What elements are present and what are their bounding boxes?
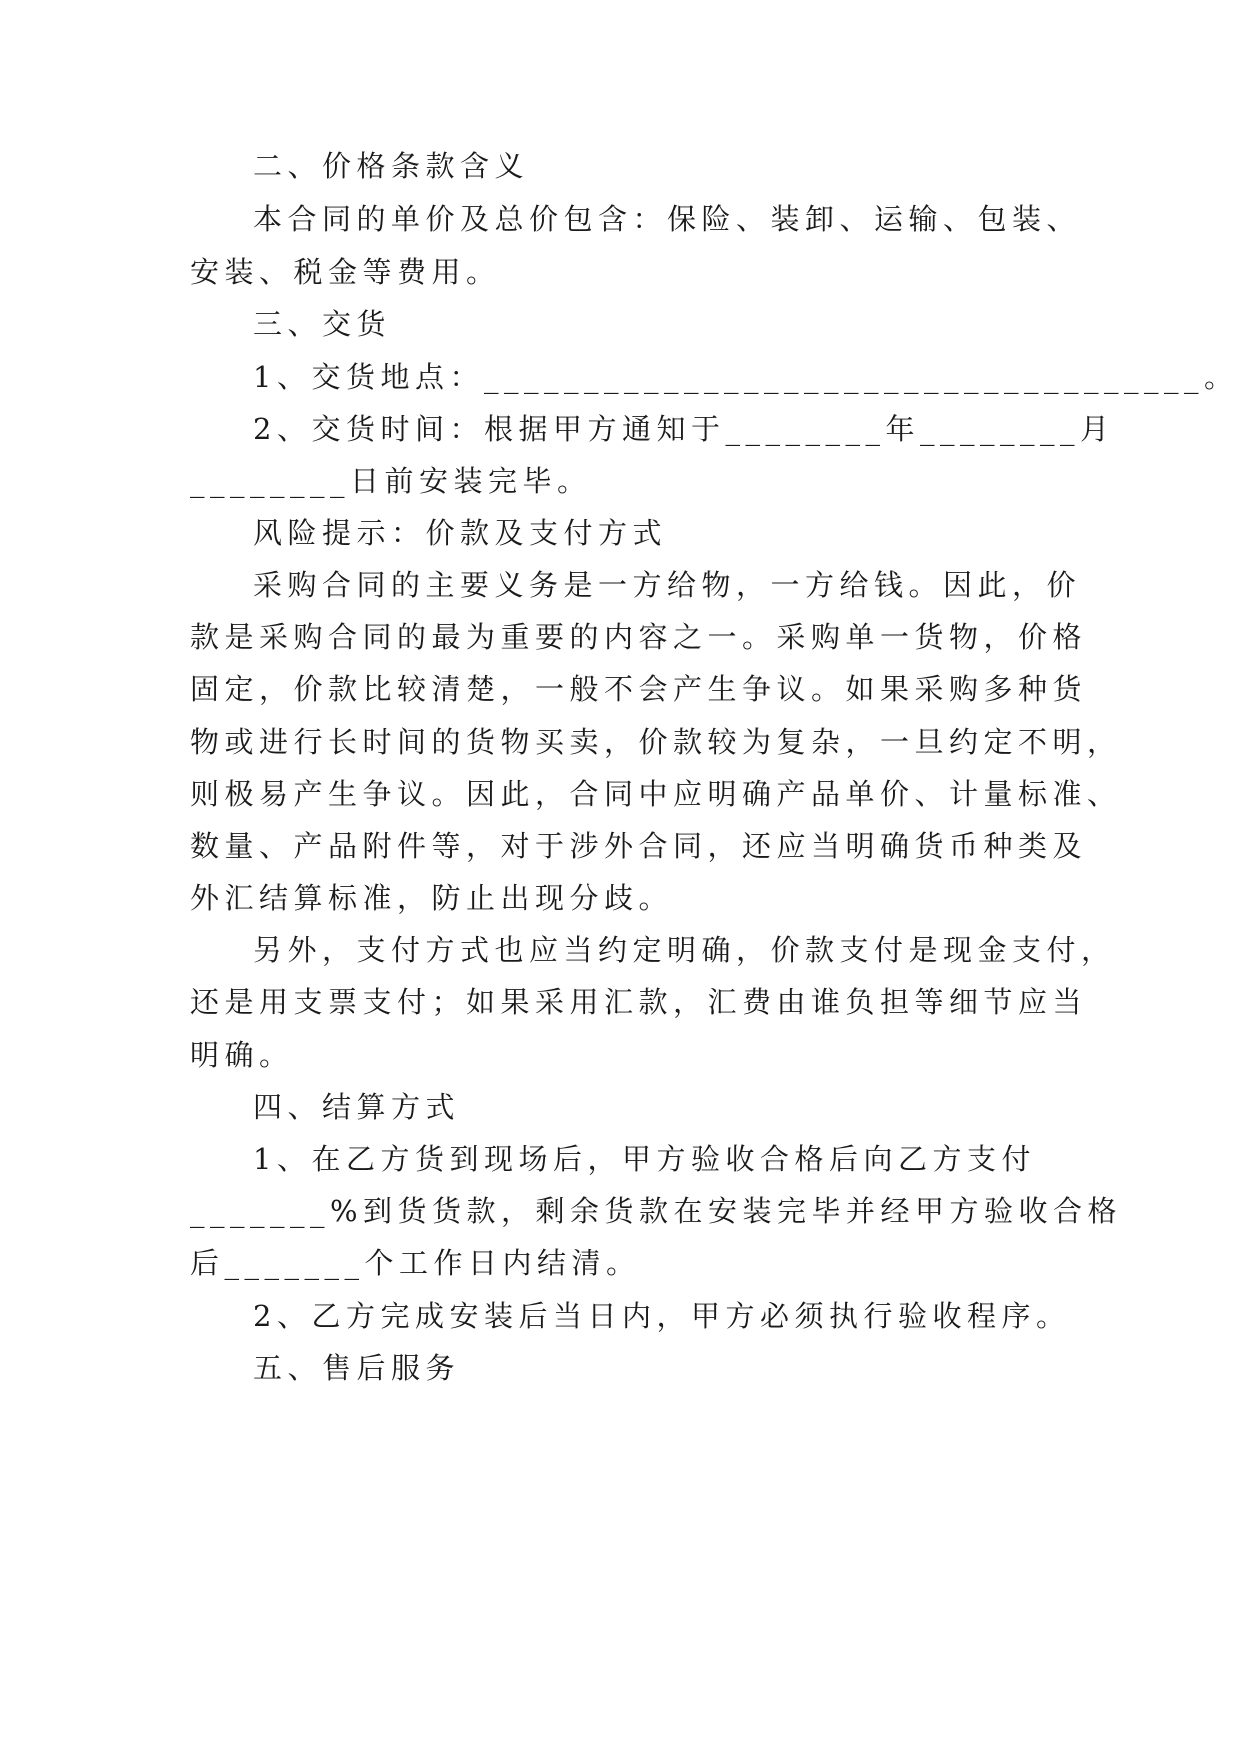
paragraph-line: 则极易产生争议。因此，合同中应明确产品单价、计量标准、 (190, 777, 1122, 811)
paragraph-line: 安装、税金等费用。 (190, 255, 501, 289)
section-heading-after-sales: 五、售后服务 (253, 1351, 461, 1385)
paragraph-line: 后_______个工作日内结清。 (190, 1246, 641, 1280)
paragraph-line: 2、乙方完成安装后当日内，甲方必须执行验收程序。 (253, 1299, 1071, 1333)
section-heading-delivery: 三、交货 (253, 307, 392, 341)
paragraph-line: 2、交货时间：根据甲方通知于________年________月 (253, 412, 1115, 446)
paragraph-line: 明确。 (190, 1038, 294, 1072)
paragraph-line: 款是采购合同的最为重要的内容之一。采购单一货物，价格 (190, 620, 1088, 654)
paragraph-line: 固定，价款比较清楚，一般不会产生争议。如果采购多种货 (190, 672, 1088, 706)
paragraph-line: 还是用支票支付；如果采用汇款，汇费由谁负担等细节应当 (190, 985, 1088, 1019)
paragraph-line: 另外，支付方式也应当约定明确，价款支付是现金支付， (253, 933, 1116, 967)
paragraph-line: 外汇结算标准，防止出现分歧。 (190, 881, 674, 915)
paragraph-line: 1、交货地点：____________________________________。 (253, 360, 1239, 394)
risk-tip-heading: 风险提示：价款及支付方式 (253, 516, 668, 550)
paragraph-line: 采购合同的主要义务是一方给物，一方给钱。因此，价 (253, 568, 1082, 602)
section-heading-settlement: 四、结算方式 (253, 1090, 461, 1124)
paragraph-line: 物或进行长时间的货物买卖，价款较为复杂，一旦约定不明， (190, 725, 1122, 759)
paragraph-line: _______%到货货款，剩余货款在安装完毕并经甲方验收合格 (190, 1194, 1123, 1228)
paragraph-line: 数量、产品附件等，对于涉外合同，还应当明确货币种类及 (190, 829, 1088, 863)
paragraph-line: ________日前安装完毕。 (190, 464, 592, 498)
paragraph-line: 1、在乙方货到现场后，甲方验收合格后向乙方支付 (253, 1142, 1036, 1176)
paragraph-line: 本合同的单价及总价包含：保险、装卸、运输、包装、 (253, 202, 1082, 236)
section-heading-price-terms: 二、价格条款含义 (253, 149, 530, 183)
